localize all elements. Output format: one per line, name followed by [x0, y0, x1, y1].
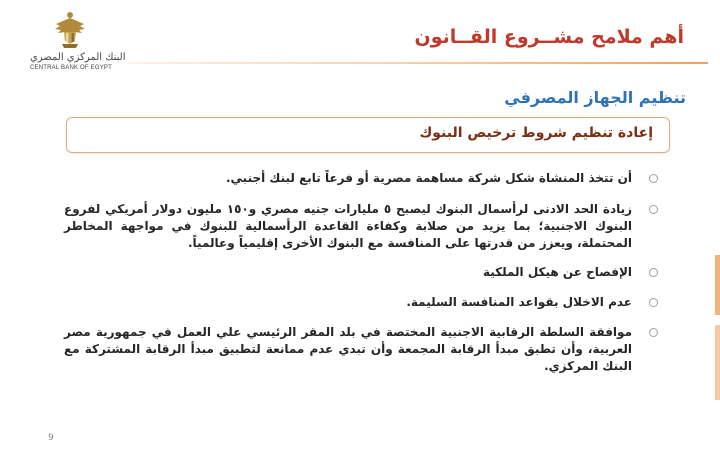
bullet-text: موافقة السلطة الرقابية الاجنبية المختصة في بلد المقر الرئيسي علي العمل في جمهورية مصر العربية، وأن تطبق مبدأ الرقابة المجمعة وأن تبدي عدم ممانعة لتطبيق مبدأ الرقابة المشتركة مع البنك المركزي.: [64, 325, 632, 373]
bullet-item: [64, 170, 658, 187]
logo-arabic-name: البنك المركزي المصري: [30, 52, 126, 63]
circle-bullet-icon: [649, 268, 658, 277]
section-subtitle: تنظيم الجهاز المصرفي: [504, 88, 686, 107]
circle-bullet-icon: [649, 205, 658, 214]
side-decoration: [712, 255, 720, 400]
title-divider: [128, 62, 708, 64]
bullet-text: زيادة الحد الادنى لرأسمال البنوك ليصبح ٥ مليارات جنيه مصري و١٥٠ مليون دولار أمريكي لفروع البنوك الاجنبية؛ بما يزيد من صلابة وكفاءة القاعدة الرأسمالية للبنوك في مواجهة المخاطر المحتملة، ويعزز من قدرتها على المنافسة مع البنوك الأخرى إقليمياً وعالمياً.: [64, 202, 633, 250]
eagle-emblem-icon: [53, 10, 87, 50]
bullet-item: [64, 201, 658, 252]
bullet-text: الإفصاح عن هيكل الملكية: [482, 265, 632, 279]
circle-bullet-icon: [649, 298, 658, 307]
page-number: 9: [48, 433, 54, 443]
boxed-heading: [66, 117, 670, 153]
slide-title: أهم ملامح مشــروع القــانون: [414, 26, 684, 48]
boxed-heading-text: إعادة تنظيم شروط ترخيص البنوك: [419, 125, 653, 141]
circle-bullet-icon: [649, 328, 658, 337]
circle-bullet-icon: [649, 174, 658, 183]
central-bank-logo: [30, 10, 126, 76]
logo-english-name: CENTRAL BANK OF EGYPT: [30, 65, 112, 71]
bullet-text: عدم الاخلال بقواعد المنافسة السليمة.: [406, 295, 632, 309]
bullet-item: [64, 324, 658, 375]
bullet-item: [64, 264, 658, 281]
bullet-text: أن تتخذ المنشاة شكل شركة مساهمة مصرية أو فرعاً تابع لبنك أجنبي.: [225, 171, 632, 185]
bullet-item: [64, 294, 658, 311]
bullet-list: [64, 170, 658, 375]
